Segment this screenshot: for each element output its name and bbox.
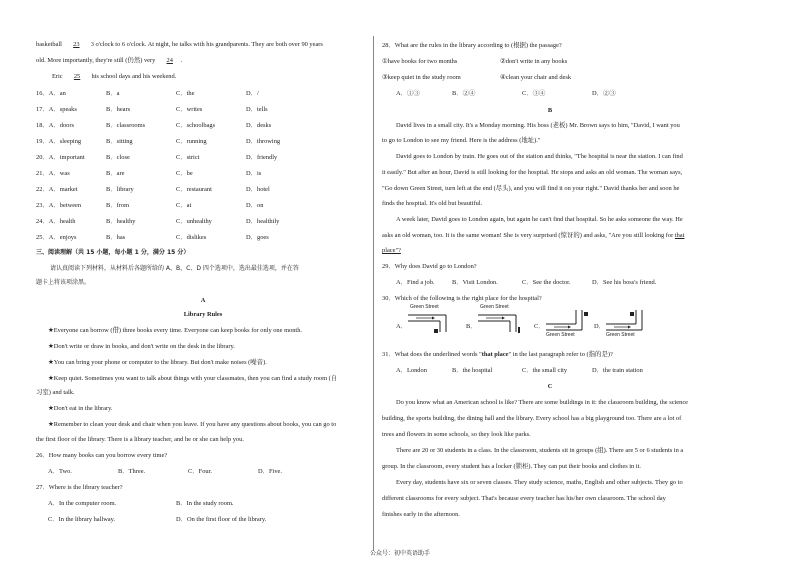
blank-25: 25 — [73, 73, 81, 80]
question-26: 26．How many books can you borrow every time? — [36, 452, 168, 459]
left-column: basketball 23 3 o'clock to 6 o'clock. At night, he talks with his grandparents. They are both over 90 years old. More importantly, they're still (仍然) very 24 . Eric 25 his school days and his weekend. 16．A．an B．a C．the D．/ 17．A．speaks B．hears C．writes D．tells 18．A．doors B．classrooms C．schoolbags D．desks 19．A．sleeping B．sitting C．running D．throwing 20．A．important B．close C．strict D．friendly 21．A．was B．are C．be D．is 22．A．market B．library C．restaurant D．hotel 23．A．between B．from C．at D．on 24．A．health B．healthy C．unhealthy D．healthily 25．A．enjoys B．has C．dislikes D．goes 三、阅读理解（共 15 小题，每小题 1 分，满分 15 分） 请认真阅读下列材料，从材料后各题所给的 A、B、C、D 四个选项中，选出最佳选项，并在答 题卡上将该项涂黑。 A Library Rules ★Everyone can borrow (借) three books every time. Everyone can keep books for only one month. ★Don't write or draw in books, and don't write on the desk in the library. ★You can bring your phone or computer to the library. But don't make noises (噪音). ★Keep quiet. Sometimes you want to talk about things with your classmates, then you can find a study room (自 习室) and talk. ★Don't eat in the library. ★Remember to clean your desk and chair when you leave. If you have any questions about books, you can go to the first floor of the library. There is a library teacher, and he or she can help you. 26．How many books can you borrow every time? A．Two. B．Three. C．Four. D．Five. 27．Where is the library teacher? A．In the computer room. B．In the study room. C．In the library hallway. D．On the first floor of the library. — [36, 0, 370, 548]
passage-line: group. In the classroom, every student has a locker (锁柜). They can put their books and clothes in it. — [382, 463, 641, 470]
option[interactable]: A．In the computer room. — [48, 500, 117, 507]
option[interactable]: B．②④ — [452, 90, 476, 97]
passage-line: finishes early in the afternoon. — [382, 511, 460, 518]
passage-line: David goes to London by train. He goes out of the station and thinks, "The hospital is near the station. I can find — [396, 153, 683, 160]
street-label: Green Street — [546, 332, 575, 338]
blank-23: 23 — [73, 41, 80, 48]
passage-label: B — [547, 107, 553, 114]
question-30-options — [382, 304, 718, 340]
option[interactable]: C．③④ — [522, 90, 546, 97]
map-option-b[interactable] — [476, 308, 520, 340]
rule-line: ★Keep quiet. Sometimes you want to talk about things with your classmates, then you can find a study room (自 — [48, 375, 338, 382]
passage-line: "Go down Green Street, turn left at the end (尽头), and you will find it on your right." David thanks her and soon he — [382, 185, 680, 192]
section-title: 三、阅读理解（共 15 小题，每小题 1 分，满分 15 分） — [36, 249, 190, 256]
question-30: 30．Which of the following is the right place for the hospital? — [382, 295, 542, 302]
rule-line: ★Don't eat in the library. — [48, 405, 113, 412]
passage-label: A — [200, 297, 206, 304]
option[interactable]: A．①③ — [396, 90, 420, 97]
option[interactable]: B．the hospital — [452, 367, 493, 374]
passage-line: There are 20 or 30 students in a class. In the classroom, students sit in groups (组). There are 5 or 6 students in a — [396, 447, 684, 454]
passage-line: basketball 23 3 o'clock to 6 o'clock. At night, he talks with his grandparents. They are both over 90 years — [36, 41, 323, 48]
option[interactable]: D．②③ — [592, 90, 616, 97]
question-31: 31．What does the underlined words "that place" in the last paragraph refer to (指的是)? — [382, 351, 613, 358]
option[interactable]: D．On the first floor of the library. — [176, 516, 267, 523]
passage-line: trees and flowers in some schools, so they look like parks. — [382, 431, 531, 438]
option[interactable]: C．See the doctor. — [522, 279, 571, 286]
option[interactable]: A．Two. — [48, 468, 72, 475]
option[interactable]: A．London — [396, 367, 427, 374]
street-label: Green Street — [410, 304, 439, 310]
passage-line: Do you know what an American school is like? There are some buildings in it: the classroom building, the science — [396, 399, 689, 406]
question-27: 27．Where is the library teacher? — [36, 484, 123, 491]
rule-line: ★Everyone can borrow (借) three books every time. Everyone can keep books for only one month. — [48, 327, 302, 334]
passage-line: finds the hospital. It's old but beautiful. — [382, 200, 483, 207]
option[interactable]: D．the train station — [592, 367, 643, 374]
rule-line: 习室) and talk. — [36, 389, 75, 396]
rule-line: the first floor of the library. There is a library teacher, and he or she can help you. — [36, 436, 244, 443]
passage-line: building, the sports building, the dining hall and the library. Every school has a big playground too. There are a lot of — [382, 415, 682, 422]
passage-line: Eric 25 his school days and his weekend. — [52, 73, 177, 80]
instructions: 请认真阅读下列材料，从材料后各题所给的 A、B、C、D 四个选项中，选出最佳选项，并在答 — [50, 265, 299, 272]
passage-line: different classrooms for every subject. That's because every teacher has his/her own classroom. The school day — [382, 495, 666, 502]
option[interactable]: A． — [396, 323, 408, 330]
option[interactable]: A．Find a job. — [396, 279, 435, 286]
passage-line: to go to London to see my friend. Here is the address (地址)." — [382, 137, 541, 144]
option[interactable]: B．Visit London. — [452, 279, 498, 286]
rule-line: ★Remember to clean your desk and chair when you leave. If you have any questions about books, you can go to — [48, 421, 337, 428]
street-map-icon — [476, 308, 520, 338]
passage-line: place"? — [382, 247, 401, 254]
passage-line: Every day, students have six or seven classes. They study science, maths, English and other subjects. They go to — [396, 479, 683, 486]
passage-line: it easily." But after an hour, David is still looking for the hospital. He stops and asks an old woman. The woman says, — [382, 169, 683, 176]
question-29: 29．Why does David go to London? — [382, 263, 477, 270]
instructions: 题卡上将该项涂黑。 — [36, 279, 91, 286]
option[interactable]: B． — [466, 323, 477, 330]
street-label: Green Street — [480, 304, 509, 310]
passage-label: C — [547, 383, 553, 390]
map-option-a[interactable] — [406, 308, 450, 340]
blank-24: 24 — [166, 57, 173, 64]
option[interactable]: B．Three. — [118, 468, 146, 475]
option[interactable]: D． — [594, 323, 606, 330]
right-column: 28．What are the rules in the library according to (根据) the passage? ①have books for two months ②don't write in any books ③keep quiet in the study room ④clean your chair and desk A．①③ B．②④ C．③④ D．②③ B David lives in a small city. It's a Monday morning. His boss (老板) Mr. Brown says to him, "David, I want you to go to London to see my friend. Here is the address (地址)." David goes to London by train. He goes out of the station and thinks, "The hospital is near the station. I can find it easily." But after an hour, David is still looking for the hospital. He stops and asks an old woman. The woman says, "Go down Green Street, turn left at the end (尽头), and you will find it on your right." David thanks her and soon he finds the hospital. It's old but beautiful. A week later, David goes to London again, but again he can't find that hospital. So he asks someone the way. He asks an old woman, too. It is the same woman! She is very surprised (惊讶的) and asks, "Are you still looking for that place"? 29．Why does David go to London? A．Find a job. B．Visit London. C．See the doctor. D．See his boss's friend. 30．Which of the following is the right place for the hospital? A． Green Street B． Green Street C． Green Street D． Green Street 31．What does the underlined words "that place" in the last paragraph refer to (指的是)? A．London B．the hospital C．the small city D．the train station C Do you know what an American school is like? There are some buildings in it: the classroom building, the science building, the sports building, the dining hall and the library. Every school has a big playground too. There are a lot of trees and flowers in some schools, so they look like parks. There are 20 or 30 students in a class. In the classroom, students sit in groups (组). There are 5 or 6 students in a group. In the classroom, every student has a locker (锁柜). They can put their books and clothes in it. Every day, students have six or seven classes. They study science, maths, English and other subjects. They go to different classrooms for every subject. That's because every teacher has his/her own classroom. The school day finishes early in the afternoon. — [382, 0, 718, 548]
passage-line: David lives in a small city. It's a Monday morning. His boss (老板) Mr. Brown says to him, "David, I want you — [396, 122, 680, 129]
option[interactable]: C．In the library hallway. — [48, 516, 116, 523]
option[interactable]: C． — [534, 323, 545, 330]
rule-line: ★Don't write or draw in books, and don't write on the desk in the library. — [48, 343, 235, 350]
passage-line: old. More importantly, they're still (仍然) very 24 . — [36, 57, 183, 64]
option[interactable]: C．Four. — [188, 468, 212, 475]
footer-note: 公众号：初中英语助手 — [369, 550, 430, 557]
option[interactable]: B．In the study room. — [176, 500, 234, 507]
question-28: 28．What are the rules in the library according to (根据) the passage? — [382, 42, 562, 49]
passage-line: asks an old woman, too. It is the same woman! She is very surprised (惊讶的) and asks, "Are you still looking for that — [382, 232, 685, 239]
option[interactable]: D．Five. — [258, 468, 282, 475]
option[interactable]: D．See his boss's friend. — [592, 279, 657, 286]
option[interactable]: C．the small city — [522, 367, 568, 374]
street-label: Green Street — [606, 332, 635, 338]
rule-line: ★You can bring your phone or computer to the library. But don't make noises (噪音). — [48, 359, 267, 366]
passage-line: A week later, David goes to London again, but again he can't find that hospital. So he asks someone the way. He — [396, 216, 683, 223]
street-map-icon — [406, 308, 450, 338]
column-divider — [373, 36, 374, 551]
passage-title: Library Rules — [183, 311, 223, 318]
